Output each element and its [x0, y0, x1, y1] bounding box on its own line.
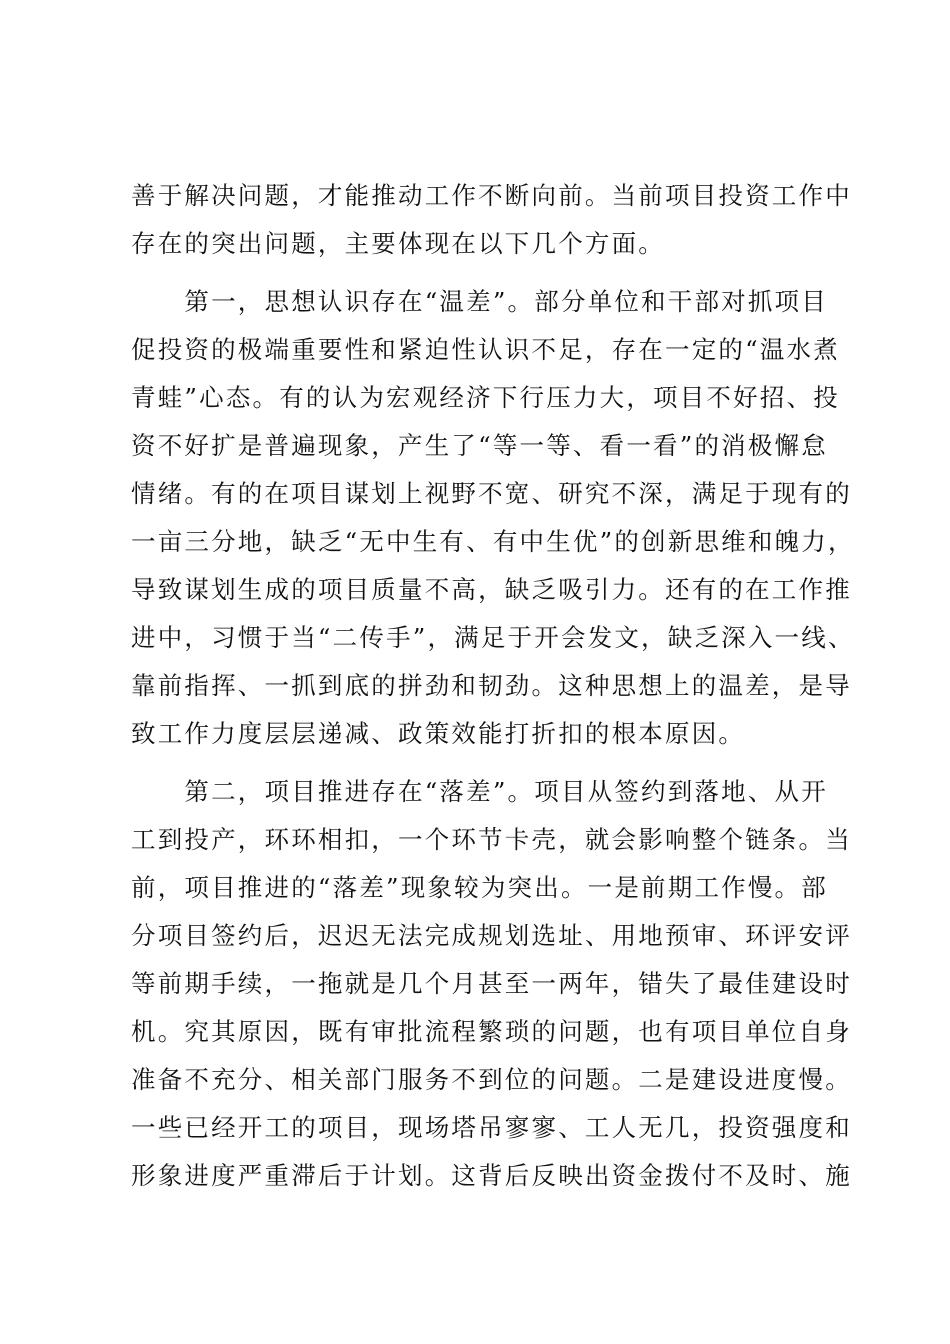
- text-line: 等前期手续，一拖就是几个月甚至一两年，错失了最佳建设时: [131, 969, 852, 998]
- paragraph-second-point: [131, 772, 852, 1204]
- paragraph-intro: [131, 176, 852, 272]
- text-line: 靠前指挥、一抓到底的拼劲和韧劲。这种思想上的温差，是导: [131, 671, 852, 700]
- text-line: 情绪。有的在项目谋划上视野不宽、研究不深，满足于现有的: [131, 479, 852, 508]
- text-line: 第二，项目推进存在“落差”。项目从签约到落地、从开: [131, 777, 828, 806]
- text-line: 第一，思想认识存在“温差”。部分单位和干部对抓项目: [131, 287, 828, 316]
- text-line: 资不好扩是普遍现象，产生了“等一等、看一看”的消极懈怠: [131, 431, 828, 460]
- text-line: 促投资的极端重要性和紧迫性认识不足，存在一定的“温水煮: [131, 335, 840, 364]
- body-text: [131, 176, 855, 1204]
- text-line: 导致谋划生成的项目质量不高，缺乏吸引力。还有的在工作推: [131, 575, 852, 604]
- text-line: 工到投产，环环相扣，一个环节卡壳，就会影响整个链条。当: [131, 825, 852, 854]
- text-line: 致工作力度层层递减、政策效能打折扣的根本原因。: [131, 719, 746, 748]
- text-line: 前，项目推进的“落差”现象较为突出。一是前期工作慢。部: [131, 873, 828, 902]
- text-line: 一些已经开工的项目，现场塔吊寥寥、工人无几，投资强度和: [131, 1113, 852, 1142]
- text-line: 存在的突出问题，主要体现在以下几个方面。: [131, 229, 665, 258]
- text-line: 善于解决问题，才能推动工作不断向前。当前项目投资工作中: [131, 181, 852, 210]
- text-line: 形象进度严重滞后于计划。这背后反映出资金拨付不及时、施: [131, 1161, 852, 1190]
- text-line: 一亩三分地，缺乏“无中生有、有中生优”的创新思维和魄力，: [131, 527, 855, 556]
- text-line: 准备不充分、相关部门服务不到位的问题。二是建设进度慢。: [131, 1065, 852, 1094]
- paragraph-first-point: [131, 282, 855, 762]
- text-line: 青蛙”心态。有的认为宏观经济下行压力大，项目不好招、投: [131, 383, 840, 412]
- text-line: 进中，习惯于当“二传手”，满足于开会发文，缺乏深入一线、: [131, 623, 855, 652]
- text-line: 分项目签约后，迟迟无法完成规划选址、用地预审、环评安评: [131, 921, 852, 950]
- text-line: 机。究其原因，既有审批流程繁琐的问题，也有项目单位自身: [131, 1017, 852, 1046]
